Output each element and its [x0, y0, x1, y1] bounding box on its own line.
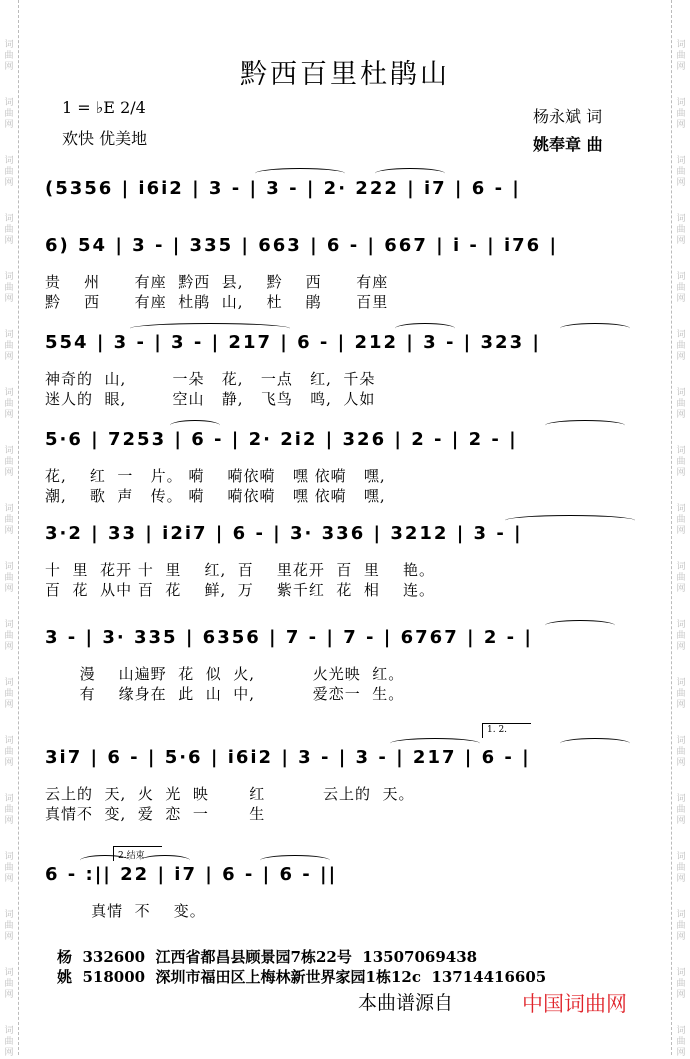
watermark-text: 词 曲 网 [4, 852, 14, 884]
lyric-line: 潮, 歌 声 传。 嗬 嗬依嗬 嘿 依嗬 嘿, [45, 487, 386, 505]
slur-mark [505, 515, 635, 526]
notation-line: 3i7 | 6 - | 5·6 | i6i2 | 3 - | 3 - | 217 | 6 - | [45, 747, 531, 768]
notation-line: (5356 | i6i2 | 3 - | 3 - | 2· 222 | i7 | 6 - | [45, 178, 521, 199]
slur-mark [255, 168, 345, 179]
slur-mark [390, 738, 480, 749]
watermark-text: 词 曲 网 [4, 968, 14, 1000]
notation-line: 554 | 3 - | 3 - | 217 | 6 - | 212 | 3 - | 323 | [45, 332, 541, 353]
watermark-text: 词 曲 网 [4, 156, 14, 188]
first-ending-bracket: 1. 2. [482, 723, 531, 738]
watermark-text: 词 曲 网 [4, 910, 14, 942]
lyric-line: 百 花 从中 百 花 鲜, 万 紫千红 花 相 连。 [45, 581, 435, 599]
score-row [45, 233, 635, 261]
second-ending-bracket: 2.结束 [113, 846, 162, 861]
composer-credit: 姚奉章 曲 [533, 135, 603, 154]
watermark-text: 词 曲 网 [4, 40, 14, 72]
lyric-line: 贵 州 有座 黔西 县, 黔 西 有座 [45, 273, 389, 291]
notation-line: 5·6 | 7253 | 6 - | 2· 2i2 | 326 | 2 - | 2 - | [45, 429, 518, 450]
tempo-marking: 欢快 优美地 [62, 129, 148, 148]
watermark-text: 词 曲 网 [676, 620, 686, 652]
slur-mark [560, 738, 630, 749]
slur-mark [545, 420, 625, 431]
watermark-text: 词 曲 网 [676, 272, 686, 304]
notation-line: 3 - | 3· 335 | 6356 | 7 - | 7 - | 6767 | 2 - | [45, 627, 533, 648]
watermark-text: 词 曲 网 [676, 330, 686, 362]
watermark-text: 词 曲 网 [676, 98, 686, 130]
slur-mark [170, 420, 220, 431]
source-site-link[interactable]: 中国词曲网 [522, 992, 627, 1016]
watermark-text: 词 曲 网 [4, 620, 14, 652]
lyric-line: 花, 红 一 片。 嗬 嗬依嗬 嘿 依嗬 嘿, [45, 467, 386, 485]
watermark-text: 词 曲 网 [4, 1026, 14, 1058]
source-label: 本曲谱源自 [358, 992, 454, 1014]
watermark-text: 词 曲 网 [676, 678, 686, 710]
contact-yao: 姚 518000 深圳市福田区上梅林新世界家园1栋12c 13714416605 [57, 968, 547, 986]
key-signature: 1 = ♭E 2/4 [62, 98, 146, 117]
score-row [45, 427, 635, 455]
lyric-line: 云上的 天, 火 光 映 红 云上的 天。 [45, 785, 415, 803]
right-watermark-strip [671, 0, 690, 1058]
song-title: 黔西百里杜鹃山 [240, 59, 450, 90]
score-row [45, 176, 635, 204]
score-row [45, 330, 635, 358]
watermark-text: 词 曲 网 [4, 388, 14, 420]
slur-mark [545, 620, 615, 631]
notation-line: 6) 54 | 3 - | 335 | 663 | 6 - | 667 | i - | i76 | [45, 235, 559, 256]
watermark-text: 词 曲 网 [676, 794, 686, 826]
notation-line: 6 - :|| 22 | i7 | 6 - | 6 - || [45, 864, 338, 885]
watermark-text: 词 曲 网 [4, 504, 14, 536]
watermark-text: 词 曲 网 [676, 446, 686, 478]
watermark-text: 词 曲 网 [4, 272, 14, 304]
lyric-line: 漫 山遍野 花 似 火, 火光映 红。 [45, 665, 405, 683]
contact-yang: 杨 332600 江西省都昌县顾景园7栋22号 13507069438 [57, 948, 478, 966]
notation-line: 3·2 | 33 | i2i7 | 6 - | 3· 336 | 3212 | 3 - | [45, 523, 523, 544]
watermark-text: 词 曲 网 [4, 98, 14, 130]
slur-mark [260, 855, 330, 866]
score-row [45, 745, 635, 773]
watermark-text: 词 曲 网 [4, 330, 14, 362]
lyric-line: 真情不 变, 爱 恋 一 生 [45, 805, 266, 823]
slur-mark [395, 323, 455, 334]
watermark-text: 词 曲 网 [676, 968, 686, 1000]
watermark-text: 词 曲 网 [676, 910, 686, 942]
score-row [45, 862, 635, 890]
watermark-text: 词 曲 网 [676, 388, 686, 420]
slur-mark [560, 323, 630, 334]
slur-mark [375, 168, 445, 179]
lyric-line: 真情 不 变。 [45, 902, 206, 920]
watermark-text: 词 曲 网 [4, 794, 14, 826]
watermark-text: 词 曲 网 [676, 504, 686, 536]
lyric-line: 有 缘身在 此 山 中, 爱恋一 生。 [45, 685, 405, 703]
lyricist-credit: 杨永斌 词 [533, 107, 603, 126]
left-watermark-strip [0, 0, 19, 1058]
slur-mark [130, 323, 290, 334]
watermark-text: 词 曲 网 [676, 1026, 686, 1058]
watermark-text: 词 曲 网 [676, 40, 686, 72]
watermark-text: 词 曲 网 [4, 736, 14, 768]
watermark-text: 词 曲 网 [4, 446, 14, 478]
lyric-line: 神奇的 山, 一朵 花, 一点 红, 千朵 [45, 370, 376, 388]
watermark-text: 词 曲 网 [676, 852, 686, 884]
watermark-text: 词 曲 网 [4, 678, 14, 710]
watermark-text: 词 曲 网 [676, 156, 686, 188]
lyric-line: 十 里 花开 十 里 红, 百 里花开 百 里 艳。 [45, 561, 435, 579]
watermark-text: 词 曲 网 [4, 214, 14, 246]
lyric-line: 迷人的 眼, 空山 静, 飞鸟 鸣, 人如 [45, 390, 376, 408]
watermark-text: 词 曲 网 [676, 214, 686, 246]
watermark-text: 词 曲 网 [676, 562, 686, 594]
watermark-text: 词 曲 网 [4, 562, 14, 594]
lyric-line: 黔 西 有座 杜鹃 山, 杜 鹃 百里 [45, 293, 389, 311]
watermark-text: 词 曲 网 [676, 736, 686, 768]
